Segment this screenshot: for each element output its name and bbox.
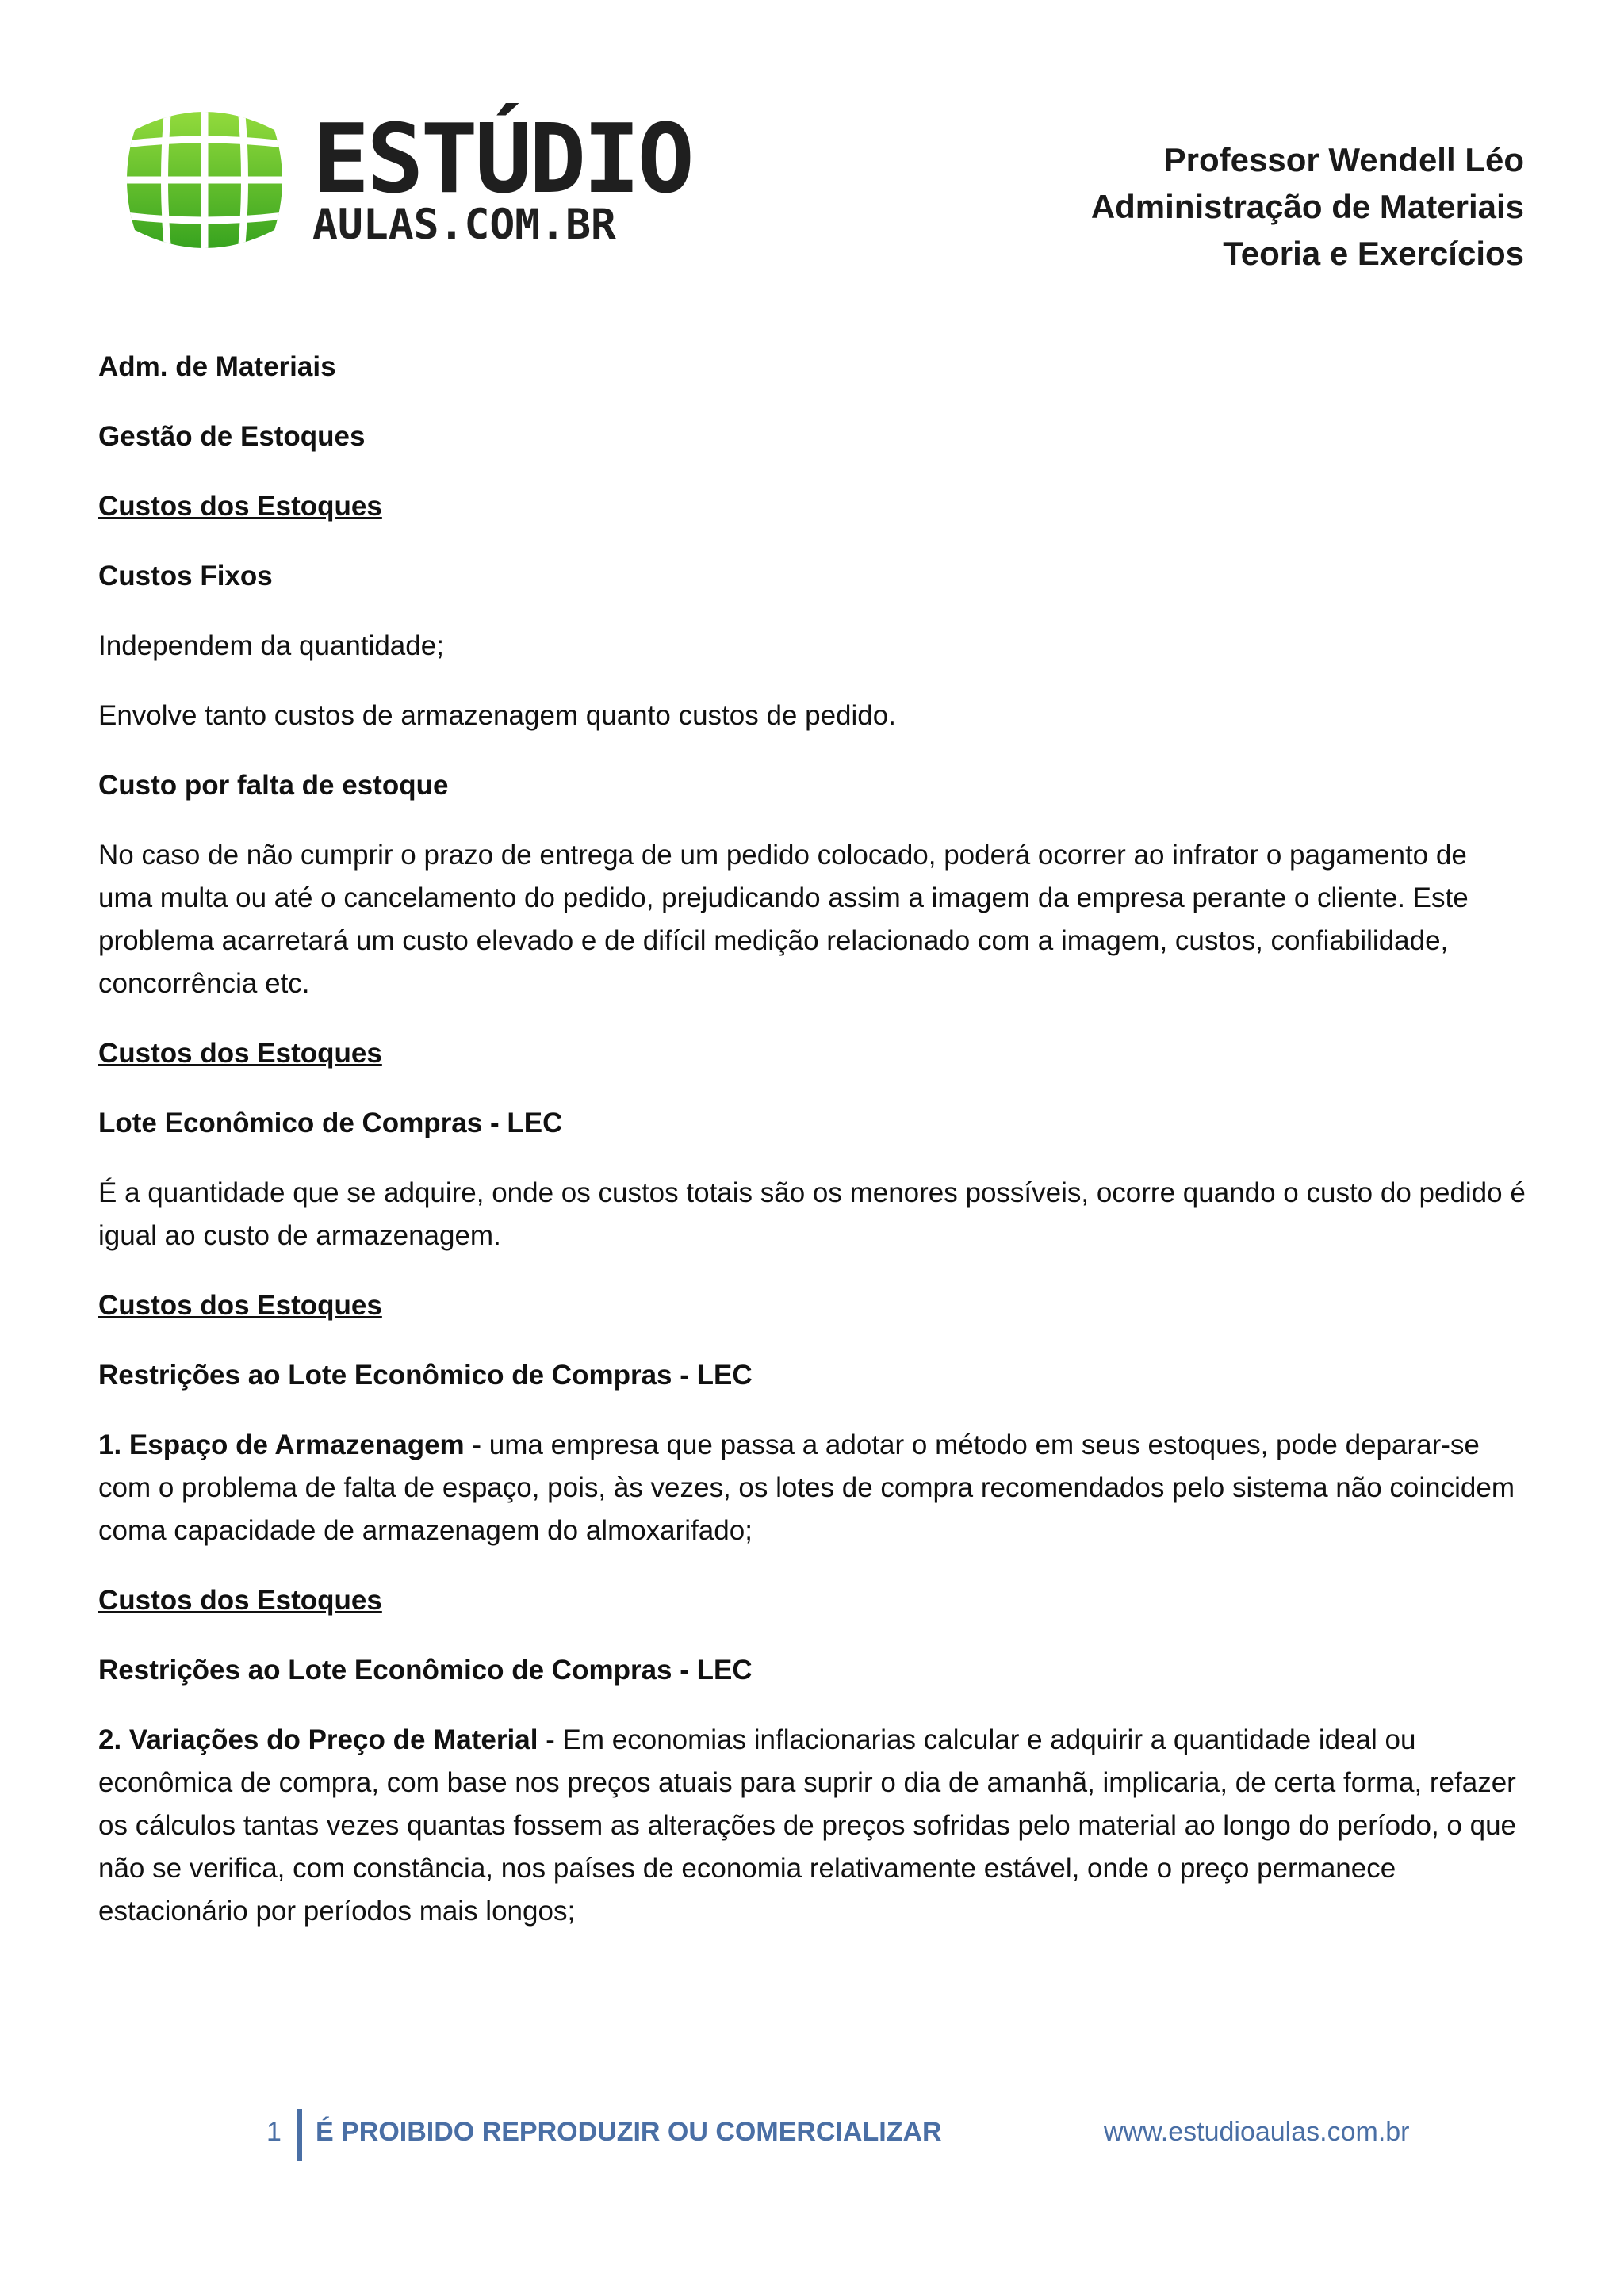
topic-title: Custos dos Estoques [98,1290,382,1321]
list-item-label: 2. Variações do Preço de Material [98,1724,538,1755]
subtopic-heading: Restrições ao Lote Econômico de Compras - LEC [98,1655,753,1686]
paragraph: No caso de não cumprir o prazo de entrega de um pedido colocado, poderá ocorrer ao infrator o pagamento de uma multa ou até o cancelamento do pedido, prejudicando assim a imagem da empresa perante o cliente. Este problema acarretará um custo elevado e de difícil medição relacionado com a imagem, custos, confiabilidade, concorrência etc. [98,840,1469,999]
topic-title: Custos dos Estoques [98,491,382,522]
topic-title: Custos dos Estoques [98,1038,382,1069]
document-header [1091,136,1524,277]
list-item [98,1719,1526,1933]
footer-divider [297,2109,302,2161]
paragraph: Independem da quantidade; [98,630,444,661]
paragraph: É a quantidade que se adquire, onde os custos totais são os menores possíveis, ocorre quando o custo do pedido é igual ao custo de armazenagem. [98,1177,1526,1251]
list-item-label: 1. Espaço de Armazenagem [98,1429,465,1460]
topic-title: Custos dos Estoques [98,1585,382,1616]
logo-title: ESTÚDIO [312,105,691,215]
course-subtitle: Teoria e Exercícios [1223,235,1524,272]
list-item [98,1424,1526,1552]
estudio-aulas-logo [125,98,691,262]
paragraph: Envolve tanto custos de armazenagem quanto custos de pedido. [98,700,896,731]
page-number: 1 [266,2117,282,2147]
logo-subtitle: AULAS.COM.BR [312,201,616,249]
page-footer [0,2109,1624,2164]
subtopic-heading: Custos Fixos [98,561,273,591]
document-body [98,346,1526,1960]
subtopic-heading: Custo por falta de estoque [98,770,449,801]
section-heading: Gestão de Estoques [98,421,366,452]
list-item-text: - Em economias inflacionarias calcular e adquirir a quantidade ideal ou econômica de compra, com base nos preços atuais para suprir o dia de amanhã, implicaria, de certa forma, refazer os cálculos tantas vezes quantas fossem as alterações de preços sofridas pelo material ao longo do período, o que não se verifica, com constância, nos países de economia relativamente estável, onde o preço permanece estacionário por períodos mais longos; [98,1724,1517,1927]
course-name: Administração de Materiais [1090,188,1524,225]
professor-name: Professor Wendell Léo [1163,141,1524,178]
subtopic-heading: Lote Econômico de Compras - LEC [98,1108,563,1138]
section-heading: Adm. de Materiais [98,351,336,382]
subtopic-heading: Restrições ao Lote Econômico de Compras - LEC [98,1360,753,1391]
website-link[interactable]: www.estudioaulas.com.br [1104,2117,1410,2147]
list-item-text: - uma empresa que passa a adotar o método em seus estoques, pode deparar-se com o problema de falta de espaço, pois, às vezes, os lotes de compra recomendados pelo sistema não coincidem coma capacidade de armazenagem do almoxarifado; [98,1429,1515,1546]
copyright-warning: É PROIBIDO REPRODUZIR OU COMERCIALIZAR [316,2117,942,2147]
